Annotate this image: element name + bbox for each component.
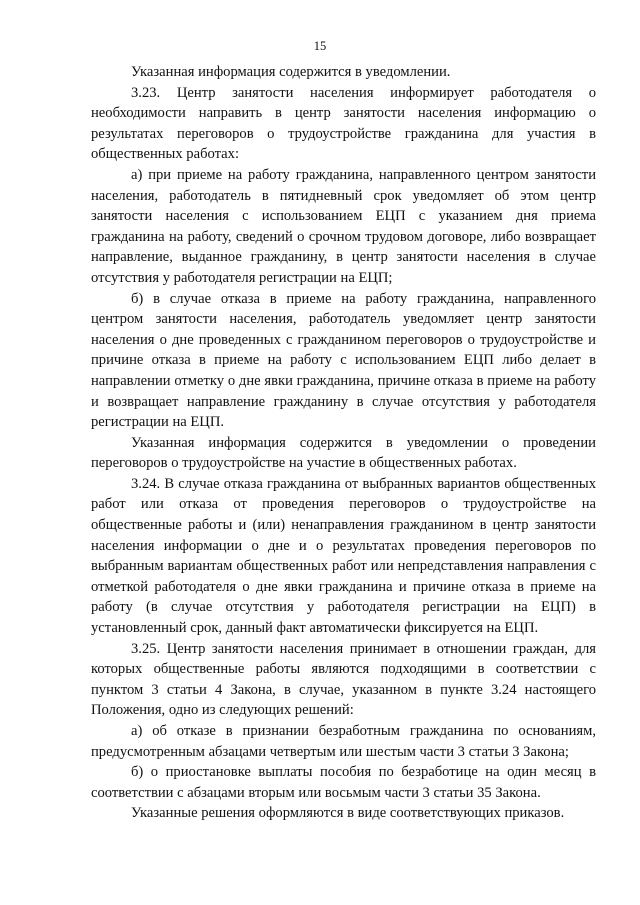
document-body [91, 62, 596, 824]
paragraph-notice-negotiations: Указанная информация содержится в уведомлении о проведении переговоров о трудоустройстве на участие в общественных работах. [91, 434, 596, 472]
paragraph-3-23: 3.23. Центр занятости населения информирует работодателя о необходимости направить в центр занятости населения информацию о результатах переговоров о трудоустройстве гражданина для участия в общественных работах: [91, 84, 596, 163]
paragraph-3-23-a: а) при приеме на работу гражданина, направленного центром занятости населения, работодатель в пятидневный срок уведомляет об этом центр занятости населения с использованием ЕЦП с указанием дня приема гражданина на работу, сведений о срочном трудовом договоре, либо возвращает направление, выданное гражданину, в центр занятости населения в случае отсутствия у работодателя регистрации на ЕЦП; [91, 166, 596, 286]
paragraph-3-25-a: а) об отказе в признании безработным гражданина по основаниям, предусмотренным абзацами четвертым или шестым части 3 статьи 3 Закона; [91, 723, 596, 760]
paragraph-3-24: 3.24. В случае отказа гражданина от выбранных вариантов общественных работ или отказа от проведения переговоров о трудоустройстве на общественные работы и (или) ненаправления гражданином в центр занятости населения информации о дне и о результатах проведения переговоров по выбранным вариантам общественных работ или непредставления направления с отметкой работодателя о дне явки гражданина и причине отказа в приеме на работу (в случае отсутствия у работодателя регистрации на ЕЦП) в установленный срок, данный факт автоматически фиксируется на ЕЦП. [91, 475, 596, 637]
paragraph-3-23-b: б) в случае отказа в приеме на работу гражданина, направленного центром занятости населения, работодатель уведомляет центр занятости населения о дне проведенных с гражданином переговоров о трудоустройстве и причине отказа в приеме на работу с использованием ЕЦП либо делает в направлении отметку о дне явки гражданина, причине отказа в приеме на работу и возвращает направление гражданину в случае отсутствия у работодателя регистрации на ЕЦП. [91, 290, 596, 431]
page-number: 15 [313, 39, 327, 53]
paragraph-3-25: 3.25. Центр занятости населения принимает в отношении граждан, для которых общественные работы являются подходящими в соответствии с пунктом 3 статьи 4 Закона, в случае, указанном в пункте 3.24 настоящего Положения, одно из следующих решений: [91, 640, 596, 719]
paragraph-decisions-orders: Указанные решения оформляются в виде соответствующих приказов. [131, 805, 565, 822]
paragraph-info-in-notice: Указанная информация содержится в уведомлении. [131, 64, 451, 80]
paragraph-3-25-b: б) о приостановке выплаты пособия по безработице на один месяц в соответствии с абзацами вторым или восьмым части 3 статьи 35 Закона. [91, 764, 596, 801]
